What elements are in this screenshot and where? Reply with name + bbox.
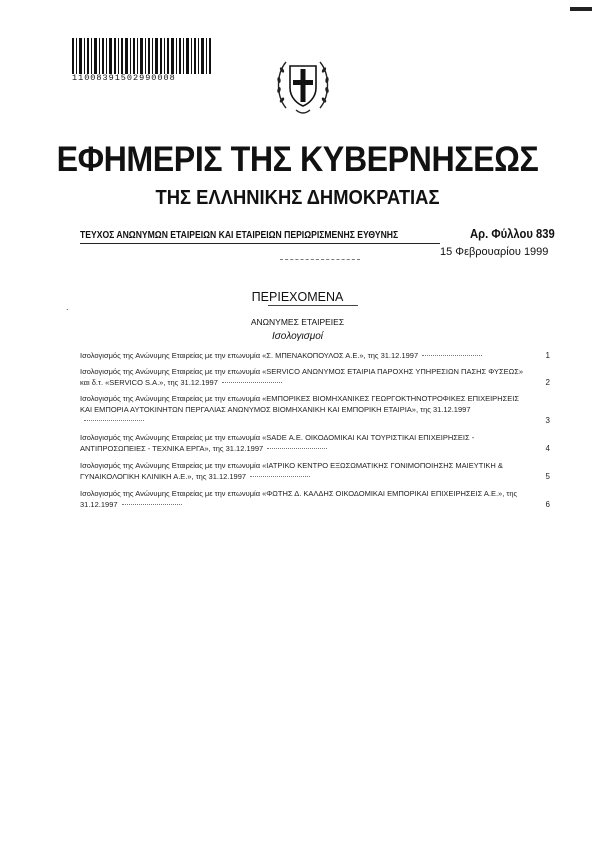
entry-text: Ισολογισμός της Ανώνυμης Εταιρείας με την επωνυμία «ΕΜΠΟΡΙΚΕΣ ΒΙΟΜΗΧΑΝΙΚΕΣ ΓΕΩΡΓΟΚΤΗΝΟΤΡΟΦΙΚΕΣ ΕΠΙΧΕΙΡΗΣΕΙΣ ΚΑΙ ΕΜΠΟΡΙΑ ΑΥΤΟΚΙΝΗΤΩΝ ΠΕΡΓΑΛΙΑΣ ΑΝΩΝΥΜΟΣ ΒΙΟΜΗΧΑΝΙΚΗ ΚΑΙ ΕΜΠΟΡΙΚΗ ΕΤΑΙΡΙΑ», της 31.12.1997 [80, 394, 519, 414]
entry-text: Ισολογισμός της Ανώνυμης Εταιρείας με την επωνυμία «ΦΩΤΗΣ Δ. ΚΑΛΔΗΣ ΟΙΚΟΔΟΜΙΚΑΙ ΕΜΠΟΡΙΚΑΙ ΕΠΙΧΕΙΡΗΣΕΙΣ Α.Ε.», της 31.12.1997 [80, 489, 518, 509]
series-label: ΤΕΥΧΟΣ ΑΝΩΝΥΜΩΝ ΕΤΑΙΡΕΙΩΝ ΚΑΙ ΕΤΑΙΡΕΙΩΝ ΠΕΡΙΩΡΙΣΜΕΝΗΣ ΕΥΘΥΝΗΣ [80, 230, 399, 241]
barcode-icon [72, 38, 212, 74]
contents-heading: ΠΕΡΙΕΧΟΜΕΝΑ [251, 290, 344, 304]
entry-page: 1 [545, 351, 550, 360]
gazette-title: ΕΦΗΜΕΡΙΣ ΤΗΣ ΚΥΒΕΡΝΗΣΕΩΣ [56, 140, 539, 179]
date-rule [280, 259, 360, 260]
contents-entry-6[interactable] [80, 488, 550, 510]
contents-entry-4[interactable] [80, 432, 550, 454]
contents-entry-2[interactable] [80, 366, 550, 388]
gazette-subtitle: ΤΗΣ ΕΛΛΗΝΙΚΗΣ ΔΗΜΟΚΡΑΤΙΑΣ [155, 187, 440, 209]
greek-coat-of-arms-icon [274, 52, 332, 118]
entry-text: Ισολογισμός της Ανώνυμης Εταιρείας με την επωνυμία «ΙΑΤΡΙΚΟ ΚΕΝΤΡΟ ΕΞΩΣΩΜΑΤΙΚΗΣ ΓΟΝΙΜΟΠΟΙΗΣΗΣ ΜΑΙΕΥΤΙΚΗ & ΓΥΝΑΙΚΟΛΟΓΙΚΗ ΚΛΙΝΙΚΗ Α.Ε.», της 31.12.1997 [80, 461, 503, 481]
entry-page: 3 [545, 416, 550, 425]
subsection-heading: Ισολογισμοί [271, 331, 324, 342]
margin-mark: . [66, 302, 69, 312]
contents-entry-5[interactable] [80, 460, 550, 482]
entry-page: 6 [545, 500, 550, 509]
contents-entry-1[interactable] [80, 350, 550, 361]
entry-text: Ισολογισμός της Ανώνυμης Εταιρείας με την επωνυμία «SERVICO ΑΝΩΝΥΜΟΣ ΕΤΑΙΡΙΑ ΠΑΡΟΧΗΣ ΥΠΗΡΕΣΙΩΝ ΠΑΣΗΣ ΦΥΣΕΩΣ» και δ.τ. «SERVICO S.A.», της 31.12.1997 [80, 367, 524, 387]
header-rule [80, 243, 440, 244]
entry-page: 5 [545, 472, 550, 481]
section-heading: ΑΝΩΝΥΜΕΣ ΕΤΑΙΡΕΙΕΣ [250, 317, 345, 327]
entry-page: 4 [545, 444, 550, 453]
entry-page: 2 [545, 378, 550, 387]
entry-text: Ισολογισμός της Ανώνυμης Εταιρείας με την επωνυμία «Σ. ΜΠΕΝΑΚΟΠΟΥΛΟΣ Α.Ε.», της 31.12.1997 [80, 351, 419, 360]
issue-number: Αρ. Φύλλου 839 [470, 227, 555, 241]
entry-text: Ισολογισμός της Ανώνυμης Εταιρείας με την επωνυμία «SADE Α.Ε. ΟΙΚΟΔΟΜΙΚΑΙ ΚΑΙ ΤΟΥΡΙΣΤΙΚΑΙ ΕΠΙΧΕΙΡΗΣΕΙΣ - ΑΝΤΙΠΡΟΣΩΠΕΙΕΣ - ΤΕΧΝΙΚΑ ΕΡΓΑ», της 31.12.1997 [80, 433, 475, 453]
corner-mark [570, 7, 592, 11]
barcode-number: 11008391502990008 [72, 73, 176, 83]
contents-entry-3[interactable] [80, 393, 550, 426]
issue-date: 15 Φεβρουαρίου 1999 [440, 246, 549, 258]
contents-underline [268, 305, 358, 306]
